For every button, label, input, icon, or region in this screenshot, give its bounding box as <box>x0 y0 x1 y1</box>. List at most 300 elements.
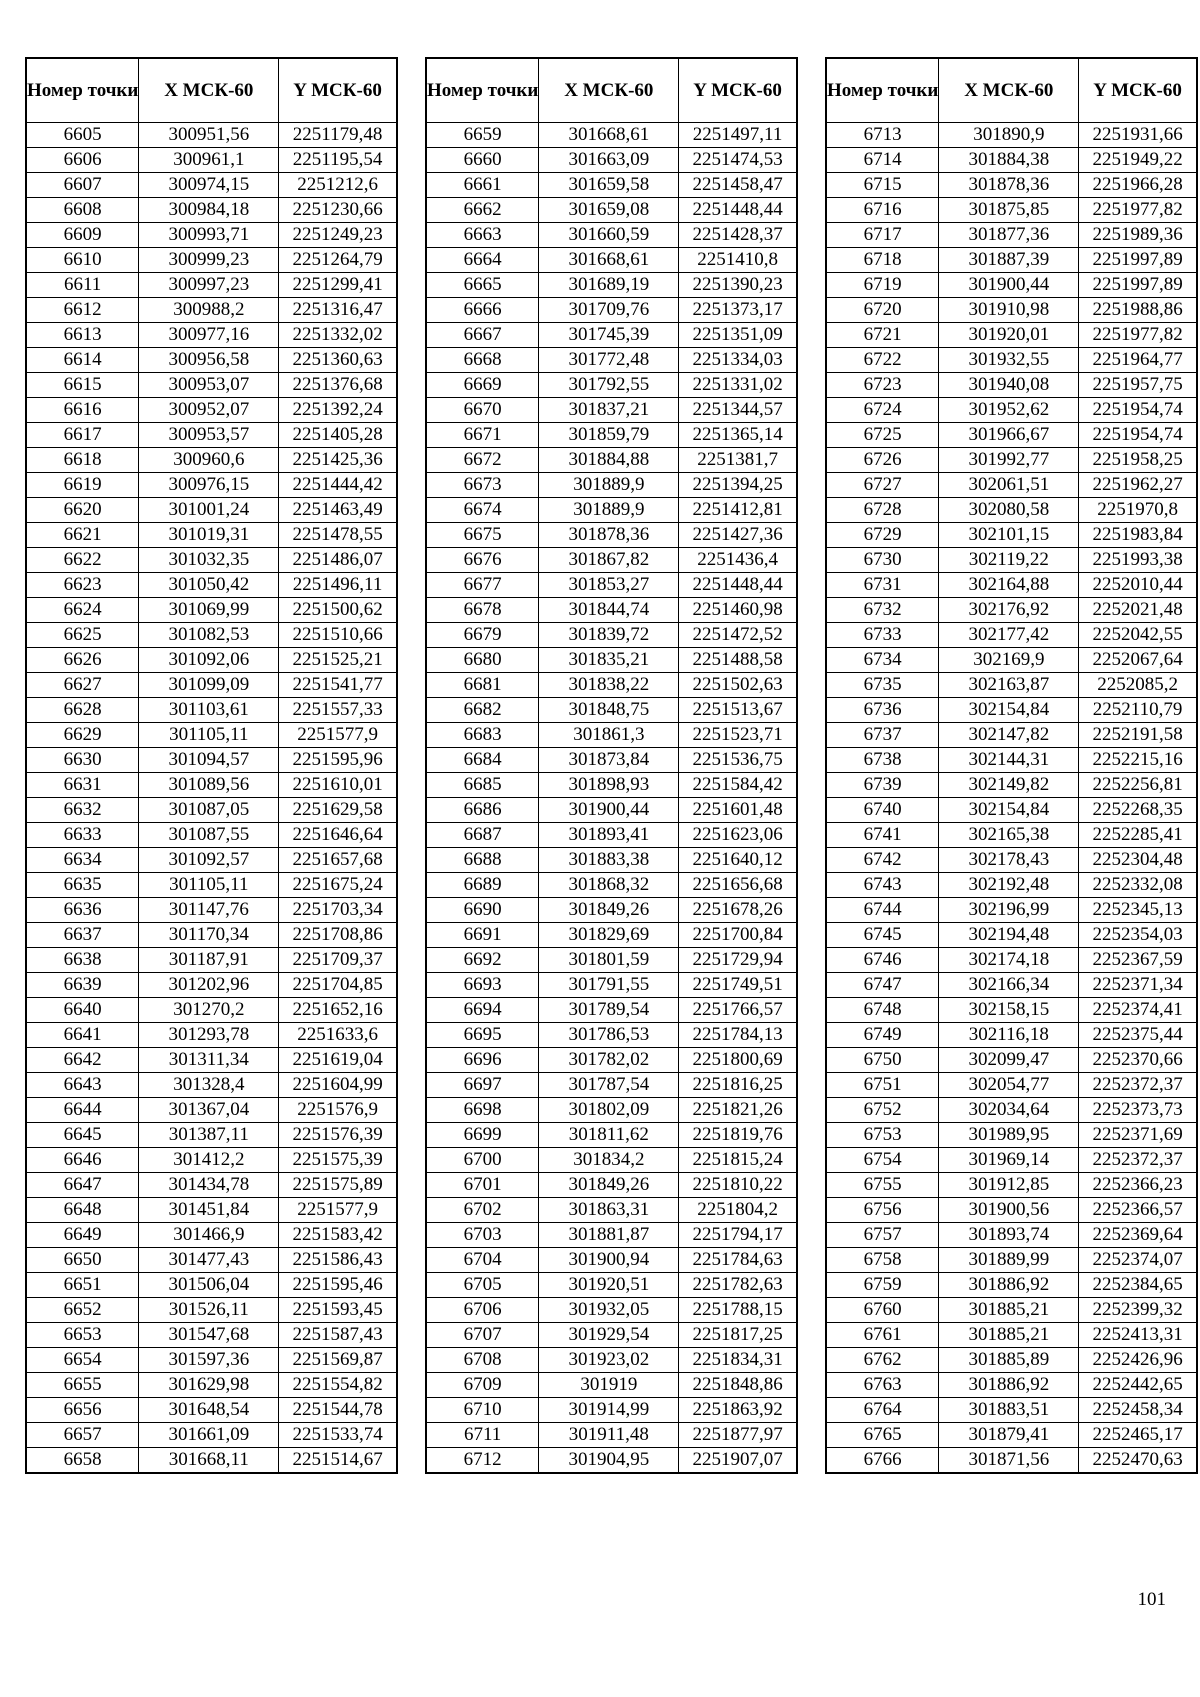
y-coordinate-cell: 2252256,81 <box>1079 773 1197 798</box>
table-row <box>826 1223 1197 1248</box>
table-row <box>426 1123 797 1148</box>
header-x: X МСК-60 <box>939 58 1079 123</box>
table-row <box>26 398 397 423</box>
y-coordinate-cell: 2251587,43 <box>279 1323 397 1348</box>
point-number-cell: 6753 <box>826 1123 939 1148</box>
table-row <box>426 1348 797 1373</box>
y-coordinate-cell: 2251332,02 <box>279 323 397 348</box>
x-coordinate-cell: 301506,04 <box>139 1273 279 1298</box>
header-x: X МСК-60 <box>539 58 679 123</box>
table-row <box>26 1273 397 1298</box>
x-coordinate-cell: 301879,41 <box>939 1423 1079 1448</box>
point-number-cell: 6615 <box>26 373 139 398</box>
y-coordinate-cell: 2251834,31 <box>679 1348 797 1373</box>
x-coordinate-cell: 301889,9 <box>539 473 679 498</box>
table-row <box>26 923 397 948</box>
y-coordinate-cell: 2251646,64 <box>279 823 397 848</box>
table-row <box>426 1148 797 1173</box>
point-number-cell: 6687 <box>426 823 539 848</box>
x-coordinate-cell: 301868,32 <box>539 873 679 898</box>
x-coordinate-cell: 302061,51 <box>939 473 1079 498</box>
point-number-cell: 6688 <box>426 848 539 873</box>
x-coordinate-cell: 302164,88 <box>939 573 1079 598</box>
x-coordinate-cell: 301910,98 <box>939 298 1079 323</box>
table-row <box>826 1098 1197 1123</box>
y-coordinate-cell: 2252215,16 <box>1079 748 1197 773</box>
x-coordinate-cell: 301877,36 <box>939 223 1079 248</box>
y-coordinate-cell: 2251656,68 <box>679 873 797 898</box>
x-coordinate-cell: 301789,54 <box>539 998 679 1023</box>
y-coordinate-cell: 2252370,66 <box>1079 1048 1197 1073</box>
x-coordinate-cell: 301863,31 <box>539 1198 679 1223</box>
point-number-cell: 6693 <box>426 973 539 998</box>
y-coordinate-cell: 2252442,65 <box>1079 1373 1197 1398</box>
table-row <box>426 423 797 448</box>
y-coordinate-cell: 2251316,47 <box>279 298 397 323</box>
table-row <box>426 623 797 648</box>
x-coordinate-cell: 302177,42 <box>939 623 1079 648</box>
table-row <box>26 1148 397 1173</box>
table-row <box>426 198 797 223</box>
x-coordinate-cell: 301849,26 <box>539 1173 679 1198</box>
y-coordinate-cell: 2252366,23 <box>1079 1173 1197 1198</box>
x-coordinate-cell: 301886,92 <box>939 1373 1079 1398</box>
x-coordinate-cell: 300999,23 <box>139 248 279 273</box>
table-row <box>426 448 797 473</box>
y-coordinate-cell: 2252374,41 <box>1079 998 1197 1023</box>
x-coordinate-cell: 301629,98 <box>139 1373 279 1398</box>
x-coordinate-cell: 301092,57 <box>139 848 279 873</box>
x-coordinate-cell: 301920,01 <box>939 323 1079 348</box>
point-number-cell: 6639 <box>26 973 139 998</box>
x-coordinate-cell: 301689,19 <box>539 273 679 298</box>
point-number-cell: 6624 <box>26 598 139 623</box>
x-coordinate-cell: 300984,18 <box>139 198 279 223</box>
y-coordinate-cell: 2251931,66 <box>1079 123 1197 148</box>
header-point-number: Номер точки <box>426 58 539 123</box>
point-number-cell: 6654 <box>26 1348 139 1373</box>
x-coordinate-cell: 300976,15 <box>139 473 279 498</box>
x-coordinate-cell: 301873,84 <box>539 748 679 773</box>
x-coordinate-cell: 301293,78 <box>139 1023 279 1048</box>
point-number-cell: 6623 <box>26 573 139 598</box>
x-coordinate-cell: 301069,99 <box>139 598 279 623</box>
x-coordinate-cell: 301878,36 <box>539 523 679 548</box>
y-coordinate-cell: 2251964,77 <box>1079 348 1197 373</box>
table-row <box>426 898 797 923</box>
x-coordinate-cell: 300960,6 <box>139 448 279 473</box>
y-coordinate-cell: 2251993,38 <box>1079 548 1197 573</box>
y-coordinate-cell: 2252373,73 <box>1079 1098 1197 1123</box>
table-row <box>426 1223 797 1248</box>
y-coordinate-cell: 2251788,15 <box>679 1298 797 1323</box>
x-coordinate-cell: 301867,82 <box>539 548 679 573</box>
table-row <box>826 498 1197 523</box>
table-row <box>426 398 797 423</box>
x-coordinate-cell: 301966,67 <box>939 423 1079 448</box>
table-row <box>26 698 397 723</box>
x-coordinate-cell: 300977,16 <box>139 323 279 348</box>
point-number-cell: 6762 <box>826 1348 939 1373</box>
point-number-cell: 6632 <box>26 798 139 823</box>
point-number-cell: 6667 <box>426 323 539 348</box>
y-coordinate-cell: 2251331,02 <box>679 373 797 398</box>
y-coordinate-cell: 2251463,49 <box>279 498 397 523</box>
y-coordinate-cell: 2251633,6 <box>279 1023 397 1048</box>
x-coordinate-cell: 301270,2 <box>139 998 279 1023</box>
x-coordinate-cell: 301105,11 <box>139 723 279 748</box>
table-row <box>826 1198 1197 1223</box>
x-coordinate-cell: 301929,54 <box>539 1323 679 1348</box>
point-number-cell: 6677 <box>426 573 539 598</box>
x-coordinate-cell: 301387,11 <box>139 1123 279 1148</box>
y-coordinate-cell: 2251576,39 <box>279 1123 397 1148</box>
table-row <box>426 323 797 348</box>
table-row <box>826 948 1197 973</box>
y-coordinate-cell: 2251877,97 <box>679 1423 797 1448</box>
point-number-cell: 6612 <box>26 298 139 323</box>
y-coordinate-cell: 2251394,25 <box>679 473 797 498</box>
x-coordinate-cell: 301992,77 <box>939 448 1079 473</box>
point-number-cell: 6617 <box>26 423 139 448</box>
point-number-cell: 6741 <box>826 823 939 848</box>
table-row <box>826 623 1197 648</box>
x-coordinate-cell: 301802,09 <box>539 1098 679 1123</box>
x-coordinate-cell: 301900,94 <box>539 1248 679 1273</box>
y-coordinate-cell: 2252085,2 <box>1079 673 1197 698</box>
table-row <box>426 273 797 298</box>
point-number-cell: 6689 <box>426 873 539 898</box>
y-coordinate-cell: 2251541,77 <box>279 673 397 698</box>
table-row <box>26 473 397 498</box>
x-coordinate-cell: 302034,64 <box>939 1098 1079 1123</box>
point-number-cell: 6673 <box>426 473 539 498</box>
table-row <box>26 1248 397 1273</box>
y-coordinate-cell: 2251604,99 <box>279 1073 397 1098</box>
y-coordinate-cell: 2251708,86 <box>279 923 397 948</box>
point-number-cell: 6718 <box>826 248 939 273</box>
table-row <box>26 498 397 523</box>
x-coordinate-cell: 301786,53 <box>539 1023 679 1048</box>
y-coordinate-cell: 2252426,96 <box>1079 1348 1197 1373</box>
point-number-cell: 6682 <box>426 698 539 723</box>
table-row <box>826 1423 1197 1448</box>
x-coordinate-cell: 302194,48 <box>939 923 1079 948</box>
table-row <box>26 973 397 998</box>
point-number-cell: 6660 <box>426 148 539 173</box>
header-y: Y МСК-60 <box>279 58 397 123</box>
x-coordinate-cell: 301709,76 <box>539 298 679 323</box>
point-number-cell: 6620 <box>26 498 139 523</box>
y-coordinate-cell: 2251299,41 <box>279 273 397 298</box>
y-coordinate-cell: 2252354,03 <box>1079 923 1197 948</box>
table-row <box>26 648 397 673</box>
table-row <box>426 248 797 273</box>
table-row <box>826 373 1197 398</box>
y-coordinate-cell: 2251593,45 <box>279 1298 397 1323</box>
x-coordinate-cell: 301089,56 <box>139 773 279 798</box>
y-coordinate-cell: 2251700,84 <box>679 923 797 948</box>
x-coordinate-cell: 301811,62 <box>539 1123 679 1148</box>
x-coordinate-cell: 301367,04 <box>139 1098 279 1123</box>
x-coordinate-cell: 301859,79 <box>539 423 679 448</box>
x-coordinate-cell: 301893,74 <box>939 1223 1079 1248</box>
table-row <box>26 623 397 648</box>
x-coordinate-cell: 301187,91 <box>139 948 279 973</box>
y-coordinate-cell: 2251334,03 <box>679 348 797 373</box>
table-row <box>826 1173 1197 1198</box>
point-number-cell: 6663 <box>426 223 539 248</box>
point-number-cell: 6717 <box>826 223 939 248</box>
table-row <box>26 573 397 598</box>
table-row <box>26 223 397 248</box>
point-number-cell: 6763 <box>826 1373 939 1398</box>
table-row <box>826 1373 1197 1398</box>
x-coordinate-cell: 301932,05 <box>539 1298 679 1323</box>
x-coordinate-cell: 301952,62 <box>939 398 1079 423</box>
x-coordinate-cell: 300988,2 <box>139 298 279 323</box>
y-coordinate-cell: 2251444,42 <box>279 473 397 498</box>
table-row <box>426 798 797 823</box>
table-row <box>826 1023 1197 1048</box>
x-coordinate-cell: 301099,09 <box>139 673 279 698</box>
y-coordinate-cell: 2252110,79 <box>1079 698 1197 723</box>
table-row <box>26 773 397 798</box>
table-row <box>426 848 797 873</box>
y-coordinate-cell: 2252375,44 <box>1079 1023 1197 1048</box>
y-coordinate-cell: 2251390,23 <box>679 273 797 298</box>
x-coordinate-cell: 301919 <box>539 1373 679 1398</box>
y-coordinate-cell: 2251610,01 <box>279 773 397 798</box>
point-number-cell: 6630 <box>26 748 139 773</box>
y-coordinate-cell: 2251709,37 <box>279 948 397 973</box>
x-coordinate-cell: 301920,51 <box>539 1273 679 1298</box>
point-number-cell: 6614 <box>26 348 139 373</box>
x-coordinate-cell: 301663,09 <box>539 148 679 173</box>
table-row <box>426 873 797 898</box>
x-coordinate-cell: 302154,84 <box>939 698 1079 723</box>
point-number-cell: 6702 <box>426 1198 539 1223</box>
y-coordinate-cell: 2251988,86 <box>1079 298 1197 323</box>
point-number-cell: 6664 <box>426 248 539 273</box>
point-number-cell: 6645 <box>26 1123 139 1148</box>
y-coordinate-cell: 2251848,86 <box>679 1373 797 1398</box>
x-coordinate-cell: 301889,99 <box>939 1248 1079 1273</box>
y-coordinate-cell: 2251488,58 <box>679 648 797 673</box>
point-number-cell: 6605 <box>26 123 139 148</box>
x-coordinate-cell: 301884,88 <box>539 448 679 473</box>
x-coordinate-cell: 301451,84 <box>139 1198 279 1223</box>
x-coordinate-cell: 300953,07 <box>139 373 279 398</box>
table-row <box>426 1198 797 1223</box>
y-coordinate-cell: 2251729,94 <box>679 948 797 973</box>
point-number-cell: 6731 <box>826 573 939 598</box>
table-row <box>26 948 397 973</box>
table-body <box>26 123 397 1474</box>
table-row <box>426 823 797 848</box>
point-number-cell: 6670 <box>426 398 539 423</box>
point-number-cell: 6749 <box>826 1023 939 1048</box>
table-row <box>426 773 797 798</box>
point-number-cell: 6606 <box>26 148 139 173</box>
y-coordinate-cell: 2251970,8 <box>1079 498 1197 523</box>
point-number-cell: 6656 <box>26 1398 139 1423</box>
x-coordinate-cell: 300993,71 <box>139 223 279 248</box>
table-row <box>426 1423 797 1448</box>
x-coordinate-cell: 301105,11 <box>139 873 279 898</box>
y-coordinate-cell: 2252372,37 <box>1079 1148 1197 1173</box>
y-coordinate-cell: 2251249,23 <box>279 223 397 248</box>
table-row <box>426 298 797 323</box>
x-coordinate-cell: 301829,69 <box>539 923 679 948</box>
point-number-cell: 6752 <box>826 1098 939 1123</box>
x-coordinate-cell: 302174,18 <box>939 948 1079 973</box>
y-coordinate-cell: 2251458,47 <box>679 173 797 198</box>
point-number-cell: 6635 <box>26 873 139 898</box>
y-coordinate-cell: 2251749,51 <box>679 973 797 998</box>
y-coordinate-cell: 2251819,76 <box>679 1123 797 1148</box>
x-coordinate-cell: 301904,95 <box>539 1448 679 1474</box>
point-number-cell: 6608 <box>26 198 139 223</box>
point-number-cell: 6674 <box>426 498 539 523</box>
point-number-cell: 6644 <box>26 1098 139 1123</box>
x-coordinate-cell: 301853,27 <box>539 573 679 598</box>
point-number-cell: 6692 <box>426 948 539 973</box>
x-coordinate-cell: 300953,57 <box>139 423 279 448</box>
x-coordinate-cell: 301849,26 <box>539 898 679 923</box>
table-row <box>826 998 1197 1023</box>
header-point-number: Номер точки <box>826 58 939 123</box>
table-row <box>426 673 797 698</box>
table-row <box>426 148 797 173</box>
point-number-cell: 6655 <box>26 1373 139 1398</box>
y-coordinate-cell: 2252371,69 <box>1079 1123 1197 1148</box>
x-coordinate-cell: 301792,55 <box>539 373 679 398</box>
point-number-cell: 6685 <box>426 773 539 798</box>
y-coordinate-cell: 2251954,74 <box>1079 398 1197 423</box>
x-coordinate-cell: 301659,58 <box>539 173 679 198</box>
table-row <box>426 648 797 673</box>
table-row <box>426 1048 797 1073</box>
point-number-cell: 6690 <box>426 898 539 923</box>
point-number-cell: 6700 <box>426 1148 539 1173</box>
table-row <box>26 673 397 698</box>
y-coordinate-cell: 2251510,66 <box>279 623 397 648</box>
table-row <box>426 923 797 948</box>
x-coordinate-cell: 302166,34 <box>939 973 1079 998</box>
x-coordinate-cell: 302176,92 <box>939 598 1079 623</box>
point-number-cell: 6704 <box>426 1248 539 1273</box>
point-number-cell: 6668 <box>426 348 539 373</box>
point-number-cell: 6697 <box>426 1073 539 1098</box>
y-coordinate-cell: 2251640,12 <box>679 848 797 873</box>
table-row <box>426 1073 797 1098</box>
table-row <box>426 1098 797 1123</box>
table-row <box>826 1248 1197 1273</box>
table-row <box>26 548 397 573</box>
y-coordinate-cell: 2251448,44 <box>679 198 797 223</box>
x-coordinate-cell: 301466,9 <box>139 1223 279 1248</box>
point-number-cell: 6751 <box>826 1073 939 1098</box>
x-coordinate-cell: 301477,43 <box>139 1248 279 1273</box>
point-number-cell: 6647 <box>26 1173 139 1198</box>
x-coordinate-cell: 301889,9 <box>539 498 679 523</box>
point-number-cell: 6646 <box>26 1148 139 1173</box>
x-coordinate-cell: 301082,53 <box>139 623 279 648</box>
table-row <box>426 573 797 598</box>
table-row <box>26 373 397 398</box>
point-number-cell: 6730 <box>826 548 939 573</box>
point-number-cell: 6742 <box>826 848 939 873</box>
point-number-cell: 6755 <box>826 1173 939 1198</box>
table-body <box>426 123 797 1474</box>
table-row <box>826 148 1197 173</box>
table-row <box>26 873 397 898</box>
y-coordinate-cell: 2252369,64 <box>1079 1223 1197 1248</box>
table-row <box>26 173 397 198</box>
x-coordinate-cell: 300961,1 <box>139 148 279 173</box>
coordinates-table-2 <box>425 57 798 1474</box>
table-row <box>26 1373 397 1398</box>
table-row <box>26 523 397 548</box>
table-row <box>826 123 1197 148</box>
y-coordinate-cell: 2252010,44 <box>1079 573 1197 598</box>
y-coordinate-cell: 2252042,55 <box>1079 623 1197 648</box>
x-coordinate-cell: 301782,02 <box>539 1048 679 1073</box>
y-coordinate-cell: 2251652,16 <box>279 998 397 1023</box>
point-number-cell: 6665 <box>426 273 539 298</box>
y-coordinate-cell: 2252067,64 <box>1079 648 1197 673</box>
table-row <box>26 123 397 148</box>
x-coordinate-cell: 301844,74 <box>539 598 679 623</box>
table-row <box>426 1298 797 1323</box>
x-coordinate-cell: 301893,41 <box>539 823 679 848</box>
point-number-cell: 6757 <box>826 1223 939 1248</box>
x-coordinate-cell: 301911,48 <box>539 1423 679 1448</box>
y-coordinate-cell: 2251815,24 <box>679 1148 797 1173</box>
y-coordinate-cell: 2251230,66 <box>279 198 397 223</box>
y-coordinate-cell: 2251497,11 <box>679 123 797 148</box>
point-number-cell: 6710 <box>426 1398 539 1423</box>
table-row <box>26 1173 397 1198</box>
point-number-cell: 6709 <box>426 1373 539 1398</box>
y-coordinate-cell: 2251595,96 <box>279 748 397 773</box>
table-row <box>26 823 397 848</box>
y-coordinate-cell: 2251595,46 <box>279 1273 397 1298</box>
table-row <box>426 698 797 723</box>
point-number-cell: 6657 <box>26 1423 139 1448</box>
point-number-cell: 6744 <box>826 898 939 923</box>
point-number-cell: 6699 <box>426 1123 539 1148</box>
table-row <box>26 348 397 373</box>
x-coordinate-cell: 301050,42 <box>139 573 279 598</box>
point-number-cell: 6622 <box>26 548 139 573</box>
y-coordinate-cell: 2252268,35 <box>1079 798 1197 823</box>
point-number-cell: 6745 <box>826 923 939 948</box>
point-number-cell: 6746 <box>826 948 939 973</box>
x-coordinate-cell: 301660,59 <box>539 223 679 248</box>
y-coordinate-cell: 2251500,62 <box>279 598 397 623</box>
y-coordinate-cell: 2251954,74 <box>1079 423 1197 448</box>
table-row <box>26 273 397 298</box>
y-coordinate-cell: 2252191,58 <box>1079 723 1197 748</box>
table-row <box>826 923 1197 948</box>
x-coordinate-cell: 301838,22 <box>539 673 679 698</box>
table-row <box>426 948 797 973</box>
point-number-cell: 6743 <box>826 873 939 898</box>
table-row <box>426 1323 797 1348</box>
table-row <box>826 1148 1197 1173</box>
